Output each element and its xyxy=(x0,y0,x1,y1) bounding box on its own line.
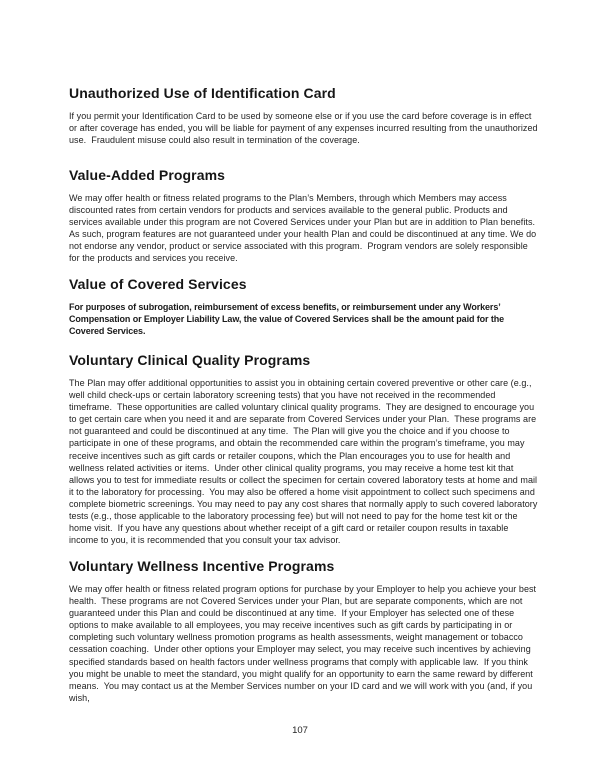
section-heading: Value-Added Programs xyxy=(69,167,226,183)
section-voluntary-wellness-incentive-programs xyxy=(69,558,539,704)
section-paragraph: We may offer health or fitness related program options for purchase by your Employer to help you achieve your best health. These programs are not Covered Services under your Plan, but are separate components, which are not guaranteed under this Plan and could be discontinued at any time. If your Employer has selected one of these options to make available to all employees, you may receive incentives such as gift cards by participating in or completing such voluntary wellness promotion programs as health assessments, weight management or tobacco cessation coaching. Under other options your Employer may select, you may receive such incentives by achieving specified standards based on health factors under wellness programs that comply with applicable law. If you think you might be unable to meet the standard, you might qualify for an opportunity to earn the same reward by different means. You may contact us at the Member Services number on your ID card and we will work with you (and, if you wish, xyxy=(69,584,539,703)
section-paragraph: If you permit your Identification Card to be used by someone else or if you use the card before coverage is in effect or after coverage has ended, you will be liable for payment of any expenses incurred resulting from the unauthorized use. Fraudulent misuse could also result in termination of the coverage. xyxy=(69,111,541,146)
section-paragraph: We may offer health or fitness related programs to the Plan’s Members, through which Members may access discounted rates from certain vendors for products and services available to the general public. Products and services available under this program are not Covered Services under your Plan but are in addition to Plan benefits. As such, program features are not guaranteed under your health Plan and could be discontinued at any time. We do not endorse any vendor, product or service associated with this program. Program vendors are solely responsible for the products and services you receive. xyxy=(69,193,539,264)
section-voluntary-clinical-quality-programs xyxy=(69,352,539,546)
section-unauthorized-use-of-identification-card xyxy=(69,85,539,146)
section-heading: Voluntary Clinical Quality Programs xyxy=(69,352,311,368)
page-number: 107 xyxy=(292,725,308,736)
section-value-added-programs xyxy=(69,167,539,265)
section-value-of-covered-services xyxy=(69,276,539,337)
section-heading: Value of Covered Services xyxy=(69,276,247,292)
section-heading: Unauthorized Use of Identification Card xyxy=(69,85,336,101)
section-paragraph: The Plan may offer additional opportunities to assist you in obtaining certain covered preventive or other care (e.g., well child check-ups or certain laboratory screening tests) that you have not received in the recommended timeframe. These opportunities are called voluntary clinical quality programs. They are designed to encourage you to get certain care when you need it and are separate from Covered Services under your Plan. These programs are not guaranteed and could be discontinued at any time. The Plan will give you the choice and if you choose to participate in one of these programs, and obtain the recommended care within the program’s timeframe, you may receive incentives such as gift cards or retailer coupons, which the Plan encourages you to use for health and wellness related activities or items. Under other clinical quality programs, you may receive a home test kit that allows you to test for immediate results or collect the specimen for certain covered laboratory tests at home and mail it to the laboratory for processing. You may also be offered a home visit appointment to collect such specimens and complete biometric screenings. You may need to pay any cost shares that normally apply to such covered laboratory tests (e.g., those applicable to the laboratory processing fee) but will not need to pay for the home test kit or the home visit. If you have any questions about whether receipt of a gift card or retailer coupon results in taxable income to you, it is recommended that you consult your tax advisor. xyxy=(69,378,540,546)
section-paragraph: For purposes of subrogation, reimbursement of excess benefits, or reimbursement under any Workers’ Compensation or Employer Liability Law, the value of Covered Services shall be the amount paid for the Covered Services. xyxy=(69,302,507,337)
section-heading: Voluntary Wellness Incentive Programs xyxy=(69,558,335,574)
